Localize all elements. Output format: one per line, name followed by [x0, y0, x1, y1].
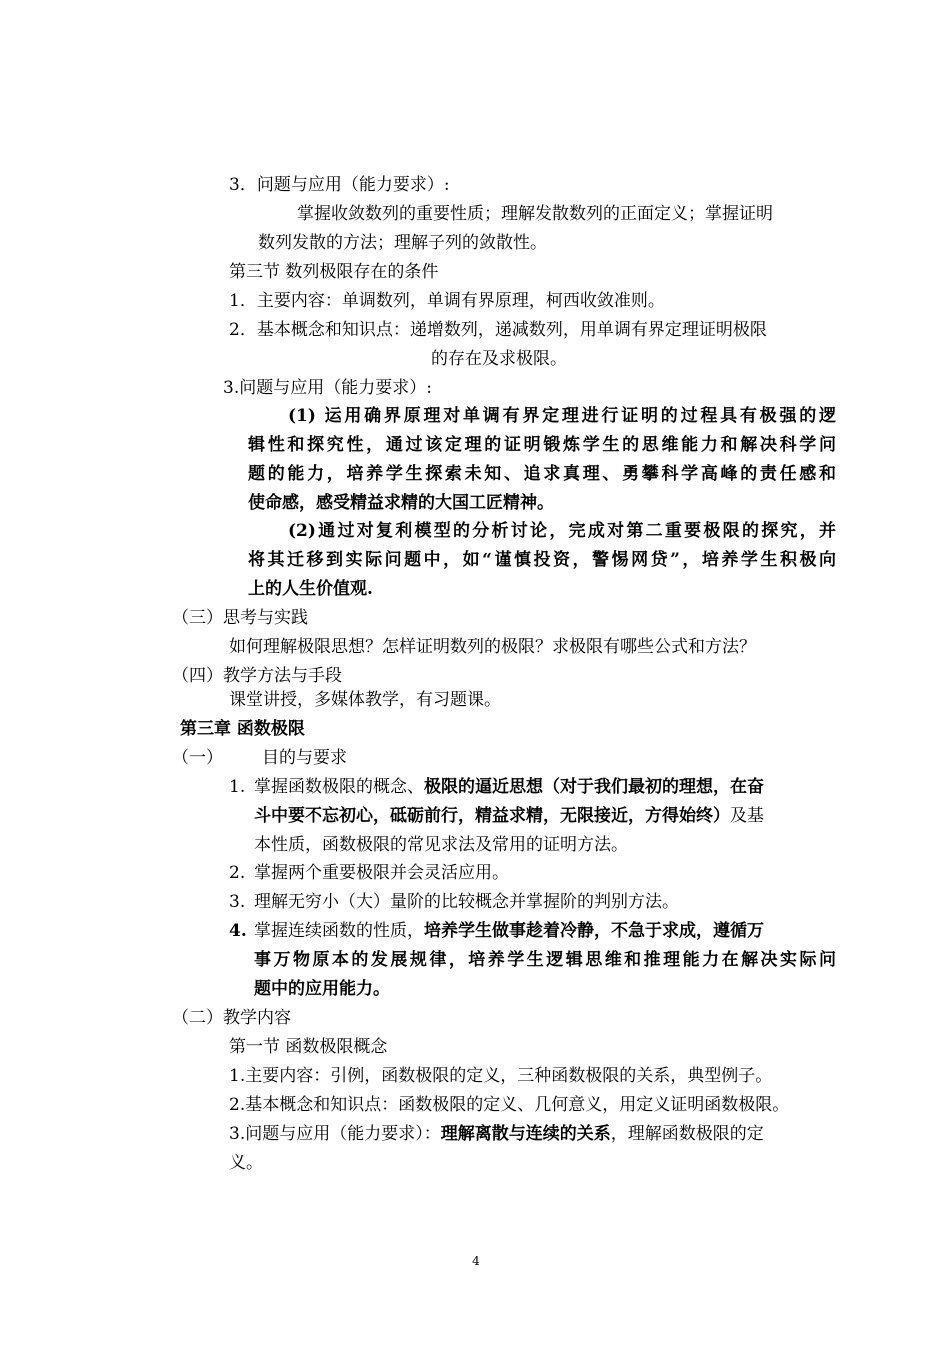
aim1-line1 [254, 776, 764, 800]
s1-item3-text-line1: 掌握收敛数列的重要性质；理解发散数列的正面定义；掌握证明 [297, 204, 773, 224]
section3-para2-line3: 上的人生价值观. [248, 579, 373, 599]
section1-content-item1: 1.主要内容：引例，函数极限的定义，三种函数极限的关系，典型例子。 [229, 1066, 773, 1086]
item3-plain: 3.问题与应用（能力要求）： [229, 1124, 441, 1144]
s1-item3-text-line2: 数列发散的方法；理解子列的敛散性。 [258, 233, 547, 253]
aim4-number: 4. [229, 921, 247, 941]
aim2-text: 掌握两个重要极限并会灵活应用。 [254, 863, 509, 883]
section3-item3-label: 3.问题与应用（能力要求）: [223, 378, 432, 398]
section3-para1-line2: 辑性和探究性，通过该定理的证明锻炼学生的思维能力和解决科学问 [248, 435, 836, 455]
aims-heading-text: 目的与要求 [262, 748, 347, 768]
aim1-line2 [254, 805, 764, 829]
section1-content-item3-line1 [229, 1123, 764, 1147]
aim1-line1-bold: 极限的逼近思想（对于我们最初的理想，在奋 [424, 777, 764, 797]
aim4-line2: 事万物原本的发展规律，培养学生逻辑思维和推理能力在解决实际问 [254, 950, 836, 970]
section3-para2-line1: (2)通过对复利模型的分析讨论，完成对第二重要极限的探究，并 [288, 521, 836, 541]
section3-para2-line2: 将其迁移到实际问题中，如“谨慎投资，警惕网贷”，培养学生积极向 [248, 550, 836, 570]
chapter3-title: 第三章 函数极限 [180, 719, 305, 739]
method-text: 课堂讲授，多媒体教学，有习题课。 [229, 690, 501, 710]
section3-para1-line4: 使命感，感受精益求精的大国工匠精神。 [248, 493, 554, 513]
item3-bold: 理解离散与连续的关系 [440, 1124, 611, 1144]
aim4-line1-bold: 培养学生做事趁着冷静，不急于求成，遵循万 [424, 921, 764, 941]
section3-para1-line1: (1) 运用确界原理对单调有界定理进行证明的过程具有极强的逻 [288, 406, 836, 426]
aim1-line3: 本性质，函数极限的常见求法及常用的证明方法。 [254, 835, 628, 855]
aim3-text: 理解无穷小（大）量阶的比较概念并掌握阶的判别方法。 [254, 892, 679, 912]
section3-item1: 1．主要内容：单调数列，单调有界原理，柯西收敛准则。 [229, 291, 665, 311]
aim2-number: 2. [229, 863, 246, 883]
aim4-line1-plain: 掌握连续函数的性质， [254, 921, 424, 941]
method-heading: （四）教学方法与手段 [172, 666, 342, 686]
section1-content-item3-line2: 义。 [229, 1153, 263, 1173]
aim1-line2-plain: 及基 [730, 806, 764, 826]
section1-content-item2: 2.基本概念和知识点：函数极限的定义、几何意义，用定义证明函数极限。 [229, 1095, 790, 1115]
section3-title: 第三节 数列极限存在的条件 [229, 262, 439, 282]
aim4-line1 [254, 920, 764, 944]
aims-heading-number: （一） [172, 748, 223, 768]
content-heading: （二）教学内容 [172, 1008, 291, 1028]
aim1-line1-plain: 掌握函数极限的概念、 [254, 777, 424, 797]
section3-item2-line2: 的存在及求极限。 [431, 349, 567, 369]
section3-item2-line1: 2．基本概念和知识点：递增数列，递减数列，用单调有界定理证明极限 [229, 320, 767, 340]
aim1-line2-bold: 斗中要不忘初心，砥砺前行，精益求精，无限接近，方得始终） [254, 806, 730, 826]
aim4-line3: 题中的应用能力。 [254, 979, 390, 999]
think-text: 如何理解极限思想？怎样证明数列的极限？求极限有哪些公式和方法？ [229, 637, 756, 657]
item3-tail: ，理解函数极限的定 [610, 1124, 764, 1144]
section3-para1-line3: 题的能力，培养学生探索未知、追求真理、勇攀科学高峰的责任感和 [248, 464, 836, 484]
aim3-number: 3. [229, 892, 246, 912]
page-number: 4 [472, 1254, 480, 1268]
s1-item3-label: 3．问题与应用（能力要求）: [229, 175, 450, 195]
aim1-number: 1. [229, 777, 246, 797]
think-heading: （三）思考与实践 [172, 608, 308, 628]
section1-title: 第一节 函数极限概念 [229, 1037, 388, 1057]
